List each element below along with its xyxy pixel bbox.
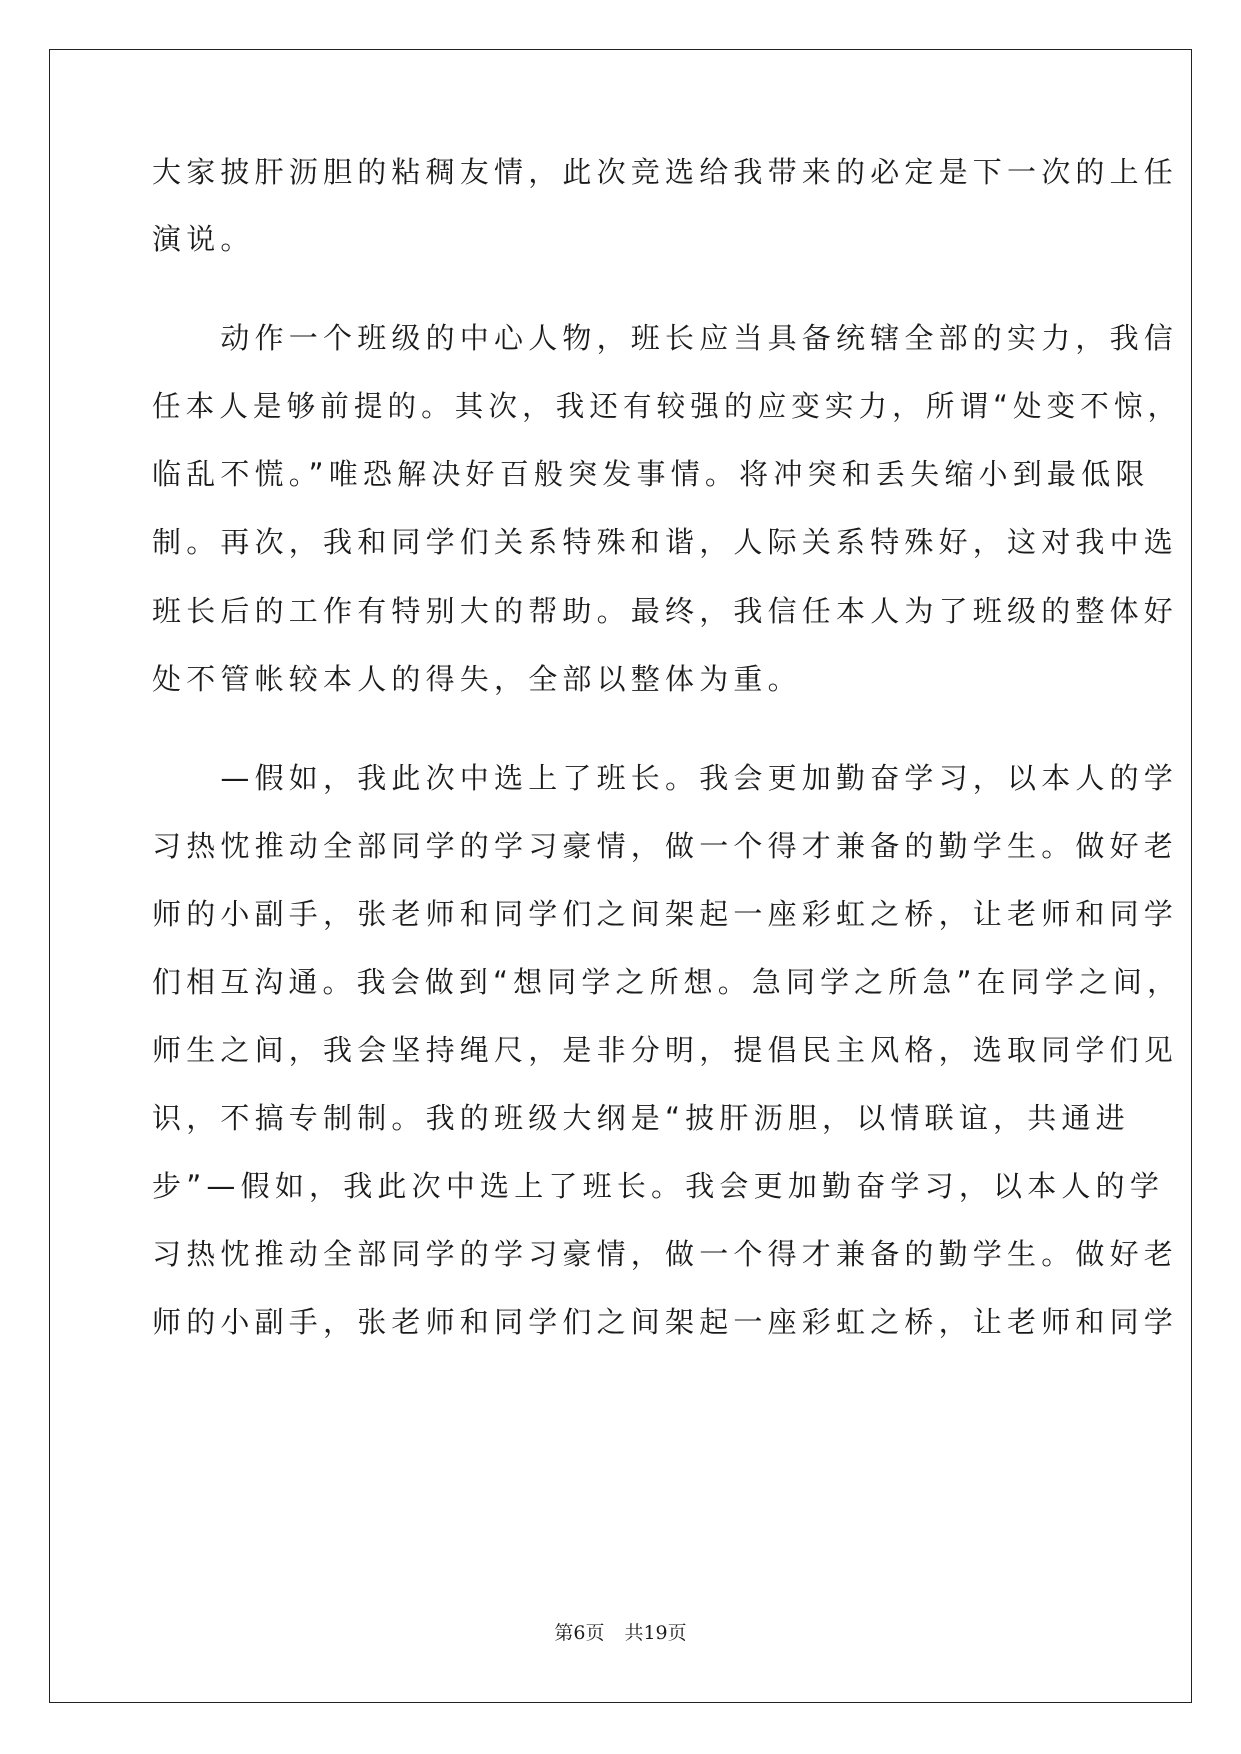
text-line-5: 临乱不慌。”唯恐解决好百般突发事情。将冲突和丢失缩小到最低限 (152, 457, 1150, 491)
text-line-14: 识，不搞专制制。我的班级大纲是“披肝沥胆，以情联谊，共通进 (152, 1101, 1130, 1135)
total-page-count: 共19页 (624, 1622, 687, 1644)
text-line-16: 习热忱推动全部同学的学习豪情，做一个得才兼备的勤学生。做好老 (152, 1237, 1179, 1271)
text-line-3: 动作一个班级的中心人物，班长应当具备统辖全部的实力，我信 (152, 321, 1179, 355)
page-footer (0, 1618, 1241, 1645)
text-line-4: 任本人是够前提的。其次，我还有较强的应变实力，所谓“处变不惊， (152, 389, 1182, 423)
text-line-11: 师的小副手，张老师和同学们之间架起一座彩虹之桥，让老师和同学 (152, 897, 1179, 931)
text-line-12: 们相互沟通。我会做到“想同学之所想。急同学之所急”在同学之间， (152, 965, 1182, 999)
text-line-13: 师生之间，我会坚持绳尺，是非分明，提倡民主风格，选取同学们见 (152, 1033, 1179, 1067)
text-line-8: 处不管帐较本人的得失，全部以整体为重。 (152, 662, 802, 696)
text-line-15: 步”—假如，我此次中选上了班长。我会更加勤奋学习，以本人的学 (152, 1169, 1165, 1203)
text-line-10: 习热忱推动全部同学的学习豪情，做一个得才兼备的勤学生。做好老 (152, 829, 1179, 863)
text-line-2: 演说。 (152, 222, 255, 256)
page-border (49, 49, 1192, 1703)
text-line-7: 班长后的工作有特别大的帮助。最终，我信任本人为了班级的整体好 (152, 594, 1179, 628)
text-line-6: 制。再次，我和同学们关系特殊和谐，人际关系特殊好，这对我中选 (152, 525, 1179, 559)
current-page-number: 第6页 (554, 1622, 605, 1644)
text-line-9: —假如，我此次中选上了班长。我会更加勤奋学习，以本人的学 (152, 761, 1179, 795)
text-line-1: 大家披肝沥胆的粘稠友情，此次竞选给我带来的必定是下一次的上任 (152, 155, 1179, 189)
text-line-17: 师的小副手，张老师和同学们之间架起一座彩虹之桥，让老师和同学 (152, 1305, 1179, 1339)
